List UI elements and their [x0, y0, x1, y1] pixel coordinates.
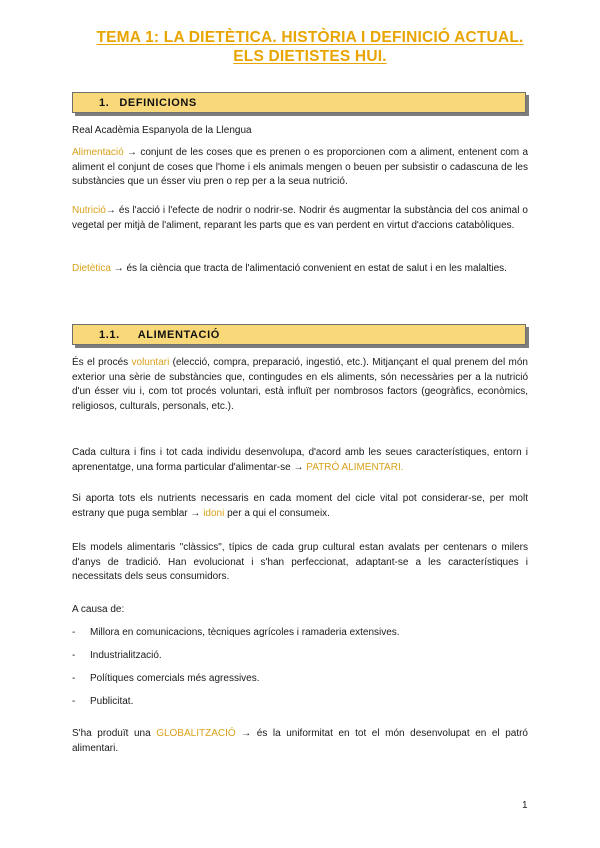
term-nutricio: Nutrició: [72, 205, 106, 216]
definition-text: → conjunt de les coses que es prenen o es proporcionen com a aliment, entenent com a aliment el conjunt de coses que l'home i els animals mengen o beuen per subsistir o cadascuna de les substàncies que un ésser viu pren o rep per a la seua nutrició.: [72, 147, 528, 187]
paragraph-proces-voluntari: [72, 356, 528, 414]
paragraph-text: Si aporta tots els nutrients necessaris en cada moment del cicle vital pot considerar-se, per molt estrany que puga semblar →: [72, 493, 528, 519]
page-title: TEMA 1: LA DIETÈTICA. HISTÒRIA I DEFINICIÓ ACTUAL. ELS DIETISTES HUI.: [96, 29, 524, 65]
term-voluntari: voluntari: [131, 357, 170, 368]
section-number: 1.1.: [99, 328, 120, 341]
list-item: - Publicitat.: [72, 696, 134, 707]
paragraph-text: → és la uniformitat en tot el món desenvolupat en el patró alimentari.: [72, 728, 528, 754]
list-item: - Polítiques comercials més agressives.: [72, 673, 260, 684]
term-dietetica: Dietètica: [72, 263, 111, 274]
definition-text: → és la ciència que tracta de l'alimentació convenient en estat de salut i en les malalties.: [110, 263, 507, 274]
definition-nutricio: [72, 204, 528, 233]
list-item: - Industrialització.: [72, 650, 162, 661]
definition-text: → és l'acció i l'efecte de nodrir o nodrir-se. Nodrir és augmentar la substància del cos animal o vegetal per mitjà de l'aliment, reparant les parts que es van perdent en virtut d'accions catabòliques.: [72, 205, 528, 231]
paragraph-text: per a qui el consumeix.: [224, 507, 330, 519]
definition-alimentacio: [72, 146, 528, 190]
paragraph-models-alimentaris: Els models alimentaris "clàssics", típics de cada grup cultural estan avalats per centenars o milers d'anys de tradició. Han evolucionat i s'han perfeccionat, adaptant-se a les característiques i necessitats dels seus consumidors.: [72, 542, 528, 582]
list-item: - Millora en comunicacions, tècniques agrícoles i ramaderia extensives.: [72, 627, 400, 638]
paragraph-patro-alimentari: [72, 446, 528, 475]
list-item-text: Publicitat.: [90, 696, 134, 707]
section-title: DEFINICIONS: [119, 96, 197, 109]
list-item-text: Polítiques comercials més agressives.: [90, 673, 260, 684]
paragraph-text: S'ha produït una: [72, 728, 157, 739]
page-number: 1: [522, 800, 528, 811]
paragraph-text: És el procés: [72, 357, 132, 368]
section-number: 1.: [99, 96, 110, 109]
definition-dietetica: [72, 262, 528, 277]
paragraph-text: Cada cultura i fins i tot cada individu desenvolupa, d'acord amb les seues característiques, entorn i aprenentatge, una forma particular d'alimentar-se →: [72, 447, 528, 473]
causes-intro: A causa de:: [72, 604, 125, 615]
definitions-source: Real Acadèmia Espanyola de la Llengua: [72, 125, 252, 136]
section-heading-definicions: [72, 92, 526, 113]
term-globalitzacio: GLOBALITZACIÓ: [156, 728, 236, 739]
section-title: ALIMENTACIÓ: [137, 328, 220, 341]
list-item-text: Industrialització.: [90, 650, 162, 661]
list-item-text: Millora en comunicacions, tècniques agrícoles i ramaderia extensives.: [90, 627, 400, 638]
section-heading-alimentacio: [72, 324, 526, 345]
term-patro-alimentari: PATRÓ ALIMENTARI.: [306, 461, 404, 473]
paragraph-text: (elecció, compra, preparació, ingestió, etc.). Mitjançant el qual prenem del món exterior una sèrie de substàncies que, contingudes en els aliments, són necessàries per a la nutrició d'un ésser viu i, com tot procés voluntari, està influït per nombrosos factors (geogràfics, econòmics, religiosos, culturals, personals, etc.).: [72, 357, 528, 412]
paragraph-globalitzacio: [72, 727, 528, 756]
term-idoni: idoni: [203, 507, 225, 519]
term-alimentacio: Alimentació: [72, 147, 124, 158]
paragraph-idoni: [72, 492, 528, 521]
